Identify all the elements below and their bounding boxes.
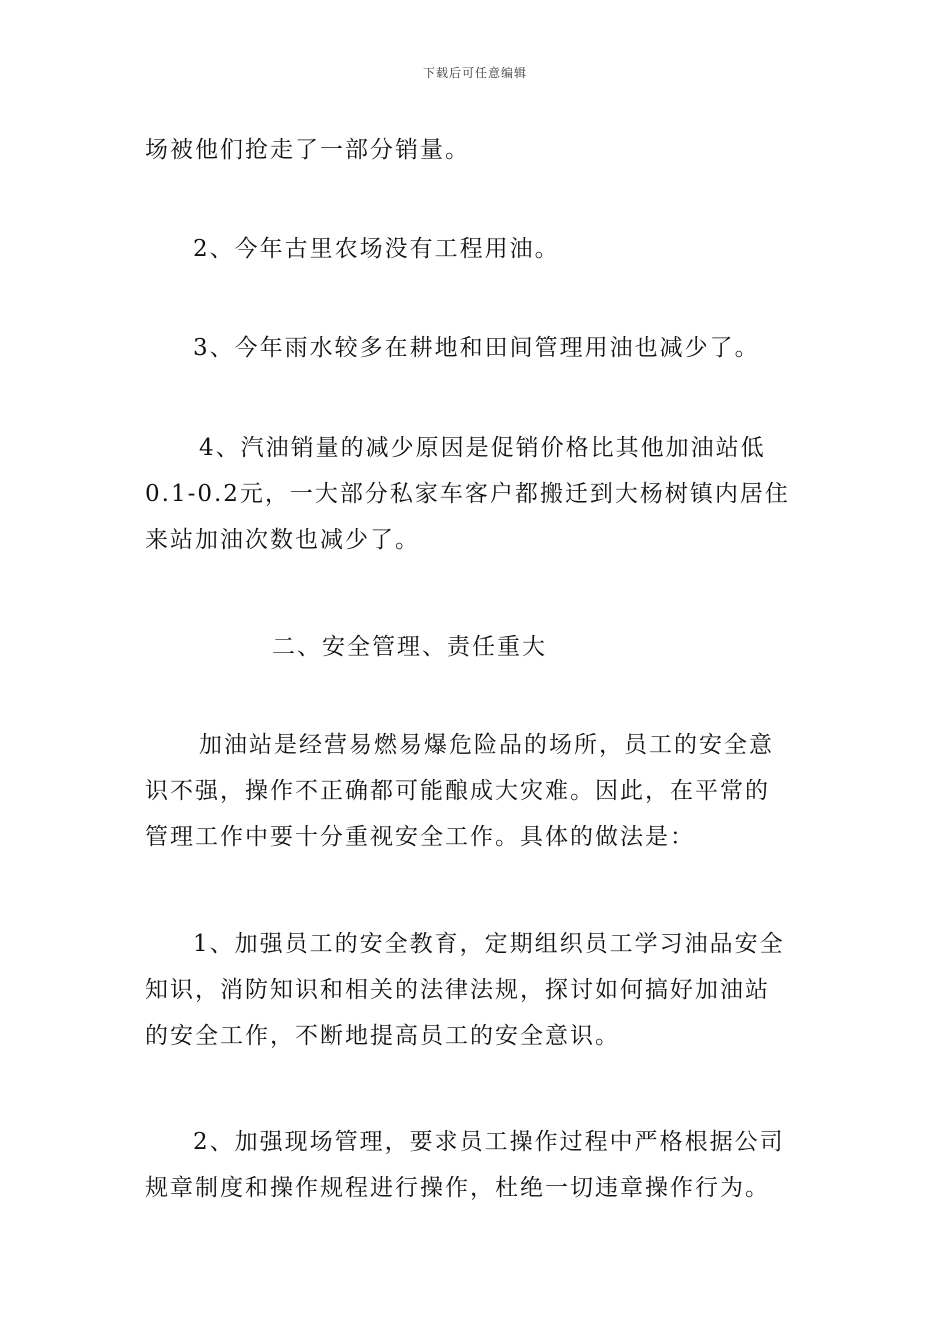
paragraph-measure-2 <box>145 1119 810 1211</box>
text-line: 0.1-0.2元，一大部分私家车客户都搬迁到大杨树镇内居住 <box>145 481 790 507</box>
paragraph-item-3 <box>193 325 858 371</box>
text-line: 1、加强员工的安全教育，定期组织员工学习油品安全 <box>193 931 785 957</box>
text-line: 识不强，操作不正确都可能酿成大灾难。因此，在平常的 <box>145 778 770 804</box>
paragraph-continuation <box>145 127 810 173</box>
paragraph-item-4 <box>145 425 810 563</box>
text-line: 2、今年古里农场没有工程用油。 <box>193 236 560 262</box>
text-line: 3、今年雨水较多在耕地和田间管理用油也减少了。 <box>193 335 760 361</box>
text-line: 的安全工作，不断地提高员工的安全意识。 <box>145 1023 620 1049</box>
heading-text: 二、安全管理、责任重大 <box>272 634 547 660</box>
text-line: 4、汽油销量的减少原因是促销价格比其他加油站低 <box>199 435 766 461</box>
paragraph-intro <box>145 722 810 860</box>
text-line: 2、加强现场管理，要求员工操作过程中严格根据公司 <box>193 1129 785 1155</box>
text-line: 知识，消防知识和相关的法律法规，探讨如何搞好加油站 <box>145 977 770 1003</box>
text-line: 规章制度和操作规程进行操作，杜绝一切违章操作行为。 <box>145 1175 770 1201</box>
paragraph-item-2 <box>193 226 858 272</box>
paragraph-measure-1 <box>145 921 810 1059</box>
page-header: 下载后可任意编辑 <box>422 66 527 80</box>
text-line: 场被他们抢走了一部分销量。 <box>145 137 470 163</box>
text-line: 来站加油次数也减少了。 <box>145 527 420 553</box>
section-heading <box>272 624 937 670</box>
text-line: 管理工作中要十分重视安全工作。具体的做法是： <box>145 824 695 850</box>
text-line: 加油站是经营易燃易爆危险品的场所，员工的安全意 <box>199 732 774 758</box>
